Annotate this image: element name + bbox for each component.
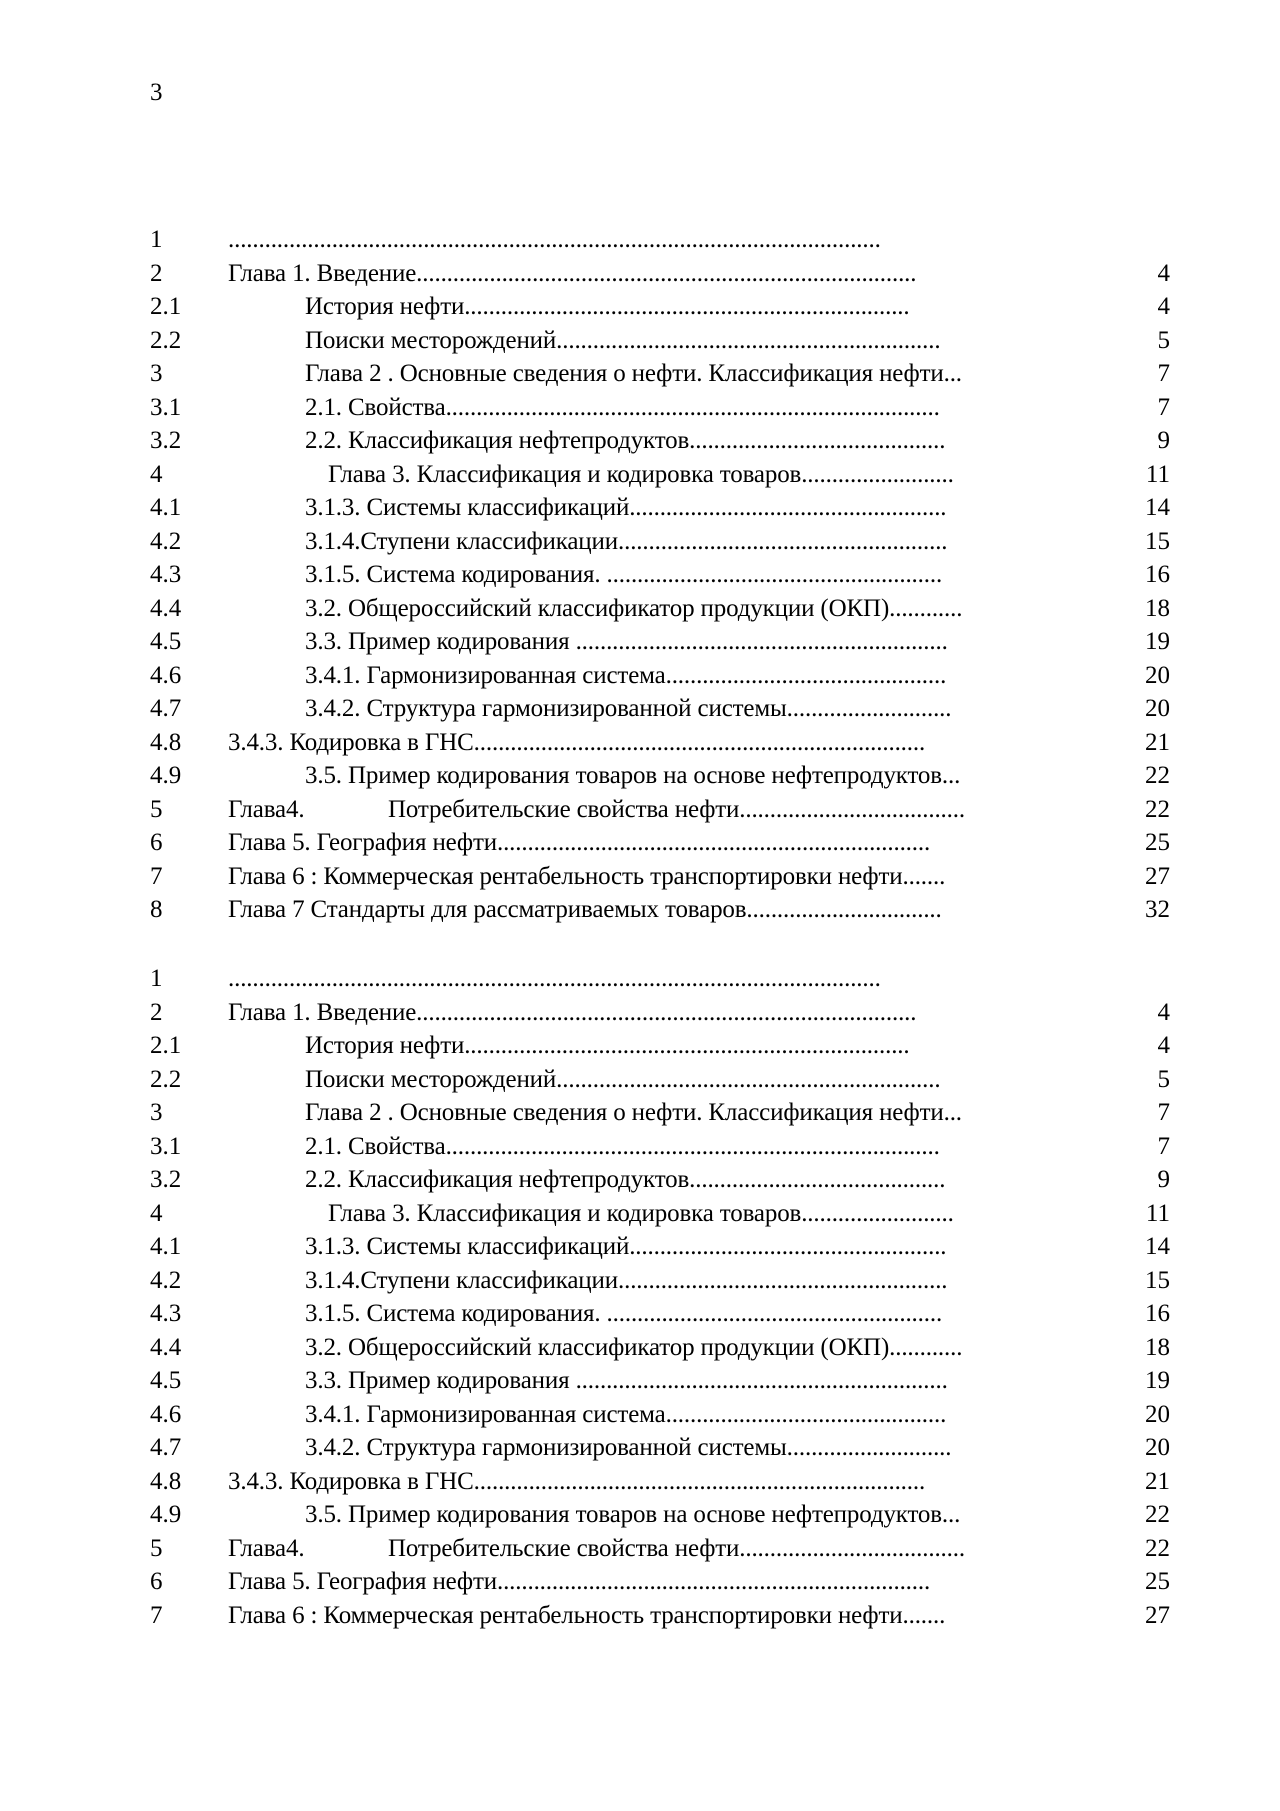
- toc-entry-page: 7: [1157, 393, 1170, 421]
- toc-entry-number: 3.1: [150, 393, 182, 421]
- toc-row[interactable]: [150, 1599, 1170, 1633]
- toc-row[interactable]: [150, 1331, 1170, 1365]
- toc-entry-number: 4.2: [150, 527, 182, 555]
- toc-entry-number: 4.2: [150, 1266, 182, 1294]
- toc-row[interactable]: [150, 1398, 1170, 1432]
- toc-entry-page: 21: [1145, 1467, 1170, 1495]
- toc-entry-page: 14: [1145, 494, 1170, 521]
- toc-entry-page: 20: [1145, 661, 1170, 689]
- toc-row[interactable]: [150, 1197, 1170, 1231]
- toc-row[interactable]: [150, 558, 1170, 592]
- toc-entry-number: 3: [150, 1099, 163, 1126]
- toc-row[interactable]: [150, 1364, 1170, 1398]
- toc-entry-page: 16: [1145, 1300, 1170, 1327]
- toc-row[interactable]: [150, 659, 1170, 693]
- toc-row[interactable]: [150, 962, 1150, 996]
- toc-row[interactable]: [150, 1264, 1170, 1298]
- toc-entry-title: Глава 6 : Коммерческая рентабельность транспортировки нефти.......: [228, 1601, 946, 1629]
- toc-entry-page: 25: [1145, 829, 1170, 856]
- toc-entry-page: 4: [1157, 1032, 1170, 1059]
- toc-entry-number: 3: [150, 360, 163, 387]
- toc-entry-number: 4.5: [150, 628, 182, 655]
- toc-row[interactable]: [150, 391, 1170, 425]
- toc-entry-title: 3.4.1. Гармонизированная система..............................................: [305, 1400, 947, 1428]
- toc-entry-title: 3.4.1. Гармонизированная система..............................................: [305, 661, 947, 689]
- toc-entry-title: 3.4.3. Кодировка в ГНС..........................................................................: [228, 728, 926, 756]
- toc-entry-title: 3.5. Пример кодирования товаров на основе нефтепродуктов...: [305, 762, 961, 789]
- toc-row[interactable]: [150, 357, 1170, 391]
- toc-entry-number: 2: [150, 259, 163, 287]
- toc-entry-number: 2.2: [150, 326, 182, 354]
- toc-entry-number: 4.5: [150, 1367, 182, 1394]
- toc-entry-title: 3.5. Пример кодирования товаров на основе нефтепродуктов...: [305, 1501, 961, 1528]
- toc-entry-page: 18: [1145, 1333, 1170, 1361]
- toc-entry-page: 22: [1145, 795, 1170, 823]
- toc-row[interactable]: [150, 223, 1150, 257]
- toc-entry-number: 4.9: [150, 762, 182, 789]
- toc-entry-number: 1: [150, 965, 163, 992]
- toc-entry-page: 25: [1145, 1568, 1170, 1595]
- toc-entry-page: 22: [1145, 762, 1170, 789]
- toc-row[interactable]: [150, 1532, 1170, 1566]
- toc-row[interactable]: [150, 1063, 1170, 1097]
- toc-entry-title: 3.4.3. Кодировка в ГНС..........................................................................: [228, 1467, 926, 1495]
- toc-entry-number: 2.1: [150, 293, 182, 320]
- toc-entry-number: 4.9: [150, 1501, 182, 1528]
- toc-entry-title: Глава 3. Классификация и кодировка товаров.........................: [328, 1199, 954, 1227]
- toc-row[interactable]: [150, 592, 1170, 626]
- toc-entry-title: ...........................................................................................................: [228, 965, 881, 992]
- toc-entry-page: 14: [1145, 1233, 1170, 1260]
- toc-entry-title: Глава 1. Введение..................................................................................: [228, 259, 917, 287]
- toc-row[interactable]: [150, 491, 1170, 525]
- toc-entry-number: 2.2: [150, 1065, 182, 1093]
- toc-entry-title: 2.1. Свойства.................................................................................: [305, 393, 940, 421]
- toc-entry-page: 21: [1145, 728, 1170, 756]
- toc-entry-number: 4.3: [150, 561, 182, 588]
- toc-entry-page: 9: [1157, 427, 1170, 454]
- toc-entry-page: 20: [1145, 695, 1170, 722]
- toc-entry-number: 2.1: [150, 1032, 182, 1059]
- toc-row[interactable]: [150, 1565, 1170, 1599]
- toc-entry-number: 5: [150, 1534, 163, 1562]
- toc-entry-title: 3.1.5. Система кодирования. .......................................................: [305, 561, 943, 588]
- toc-entry-page: 4: [1157, 998, 1170, 1026]
- toc-entry-number: 7: [150, 862, 163, 890]
- toc-row[interactable]: [150, 726, 1170, 760]
- toc-entry-title: Потребительские свойства нефти.....................................: [388, 1534, 965, 1562]
- toc-entry-title: 3.1.4.Ступени классификации......................................................: [305, 1266, 948, 1294]
- toc-entry-title: 3.3. Пример кодирования .............................................................: [305, 1367, 948, 1394]
- toc-row[interactable]: [150, 1465, 1170, 1499]
- toc-entry-number: 4.4: [150, 594, 182, 622]
- toc-entry-title: 3.2. Общероссийский классификатор продукции (ОКП)............: [305, 1333, 963, 1361]
- toc-entry-title: 2.1. Свойства.................................................................................: [305, 1132, 940, 1160]
- toc-row[interactable]: [150, 893, 1170, 927]
- toc-entry-title: 3.4.2. Структура гармонизированной системы...........................: [305, 1434, 952, 1461]
- toc-entry-number: 3.1: [150, 1132, 182, 1160]
- toc-entry-number: 4.3: [150, 1300, 182, 1327]
- toc-entry-page: 11: [1145, 1199, 1170, 1227]
- toc-entry-page: 7: [1157, 1132, 1170, 1160]
- toc-row[interactable]: [150, 1431, 1170, 1465]
- toc-entry-number: 4.8: [150, 1467, 182, 1495]
- toc-entry-title: 2.2. Классификация нефтепродуктов..........................................: [305, 427, 946, 454]
- toc-entry-title: 3.4.2. Структура гармонизированной системы...........................: [305, 695, 952, 722]
- toc-entry-number: 3.2: [150, 1166, 182, 1193]
- toc-entry-page: 11: [1145, 460, 1170, 488]
- toc-entry-title: 2.2. Классификация нефтепродуктов..........................................: [305, 1166, 946, 1193]
- toc-row[interactable]: [150, 1498, 1170, 1532]
- toc-row[interactable]: [150, 1163, 1170, 1197]
- toc-row[interactable]: [150, 860, 1170, 894]
- toc-entry-page: 16: [1145, 561, 1170, 588]
- toc-entry-title: 3.1.3. Системы классификаций....................................................: [305, 494, 947, 521]
- page-number: 3: [150, 79, 163, 106]
- toc-row[interactable]: [150, 1130, 1170, 1164]
- toc-row[interactable]: [150, 996, 1170, 1030]
- toc-row[interactable]: [150, 1029, 1170, 1063]
- toc-entry-page: 15: [1145, 527, 1170, 555]
- toc-entry-number: 4.1: [150, 1233, 182, 1260]
- toc-entry-title: Глава 6 : Коммерческая рентабельность транспортировки нефти.......: [228, 862, 946, 890]
- toc-entry-page: 20: [1145, 1434, 1170, 1461]
- toc-entry-page: 32: [1145, 896, 1170, 923]
- toc-entry-page: 5: [1157, 326, 1170, 354]
- toc-entry-page: 20: [1145, 1400, 1170, 1428]
- toc-entry-number: 4.6: [150, 661, 182, 689]
- toc-entry-title: Глава 7 Стандарты для рассматриваемых товаров................................: [228, 896, 942, 923]
- toc-entry-number: 4.7: [150, 1434, 182, 1461]
- toc-entry-page: 4: [1157, 293, 1170, 320]
- table-of-contents: [150, 223, 1170, 927]
- toc-entry-number: 4.4: [150, 1333, 182, 1361]
- toc-row[interactable]: [150, 625, 1170, 659]
- toc-entry-number: 6: [150, 829, 163, 856]
- toc-entry-title: Глава 2 . Основные сведения о нефти. Классификация нефти...: [305, 360, 962, 387]
- toc-entry-title: 3.1.4.Ступени классификации......................................................: [305, 527, 948, 555]
- toc-entry-page: 18: [1145, 594, 1170, 622]
- toc-row[interactable]: [150, 692, 1170, 726]
- toc-entry-number: 7: [150, 1601, 163, 1629]
- toc-entry-number: 8: [150, 896, 163, 923]
- toc-entry-title: 3.1.3. Системы классификаций....................................................: [305, 1233, 947, 1260]
- toc-entry-title: Глава 5. География нефти.......................................................................: [228, 829, 931, 856]
- table-of-contents-duplicate: [150, 962, 1170, 1632]
- toc-entry-title: История нефти.........................................................................: [305, 293, 910, 320]
- toc-entry-title: Глава 5. География нефти.......................................................................: [228, 1568, 931, 1595]
- toc-row[interactable]: [150, 826, 1170, 860]
- toc-row[interactable]: [150, 324, 1170, 358]
- toc-entry-number: 4.6: [150, 1400, 182, 1428]
- toc-entry-title: 3.1.5. Система кодирования. .......................................................: [305, 1300, 943, 1327]
- toc-entry-number: 4.7: [150, 695, 182, 722]
- toc-row[interactable]: [150, 458, 1170, 492]
- toc-entry-title-prefix: Глава4.: [228, 795, 305, 823]
- toc-row[interactable]: [150, 290, 1170, 324]
- toc-entry-title-prefix: Глава4.: [228, 1534, 305, 1562]
- toc-entry-page: 22: [1145, 1534, 1170, 1562]
- toc-entry-title: 3.3. Пример кодирования .............................................................: [305, 628, 948, 655]
- toc-row[interactable]: [150, 793, 1170, 827]
- toc-entry-title: 3.2. Общероссийский классификатор продукции (ОКП)............: [305, 594, 963, 622]
- toc-row[interactable]: [150, 1297, 1170, 1331]
- toc-entry-page: 15: [1145, 1266, 1170, 1294]
- toc-entry-page: 19: [1145, 628, 1170, 655]
- toc-row[interactable]: [150, 424, 1170, 458]
- toc-entry-number: 2: [150, 998, 163, 1026]
- toc-entry-page: 22: [1145, 1501, 1170, 1528]
- toc-entry-title: Глава 3. Классификация и кодировка товаров.........................: [328, 460, 954, 488]
- toc-entry-number: 6: [150, 1568, 163, 1595]
- toc-entry-title: Поиски месторождений...............................................................: [305, 1065, 941, 1093]
- toc-row[interactable]: [150, 257, 1170, 291]
- toc-entry-number: 4: [150, 460, 163, 488]
- toc-row[interactable]: [150, 759, 1170, 793]
- toc-entry-number: 4.1: [150, 494, 182, 521]
- toc-entry-page: 27: [1145, 862, 1170, 890]
- toc-entry-page: 27: [1145, 1601, 1170, 1629]
- toc-entry-title: ...........................................................................................................: [228, 226, 881, 253]
- toc-entry-page: 5: [1157, 1065, 1170, 1093]
- toc-entry-page: 19: [1145, 1367, 1170, 1394]
- toc-row[interactable]: [150, 1230, 1170, 1264]
- toc-entry-title: Глава 1. Введение..................................................................................: [228, 998, 917, 1026]
- toc-entry-number: 4.8: [150, 728, 182, 756]
- toc-entry-title: Глава 2 . Основные сведения о нефти. Классификация нефти...: [305, 1099, 962, 1126]
- toc-row[interactable]: [150, 1096, 1170, 1130]
- toc-entry-page: 7: [1157, 1099, 1170, 1126]
- toc-entry-page: 9: [1157, 1166, 1170, 1193]
- toc-entry-title: История нефти.........................................................................: [305, 1032, 910, 1059]
- toc-entry-number: 3.2: [150, 427, 182, 454]
- toc-entry-number: 1: [150, 226, 163, 253]
- toc-entry-page: 4: [1157, 259, 1170, 287]
- toc-entry-page: 7: [1157, 360, 1170, 387]
- toc-entry-number: 4: [150, 1199, 163, 1227]
- toc-entry-title: Потребительские свойства нефти.....................................: [388, 795, 965, 823]
- toc-entry-number: 5: [150, 795, 163, 823]
- toc-row[interactable]: [150, 525, 1170, 559]
- toc-entry-title: Поиски месторождений...............................................................: [305, 326, 941, 354]
